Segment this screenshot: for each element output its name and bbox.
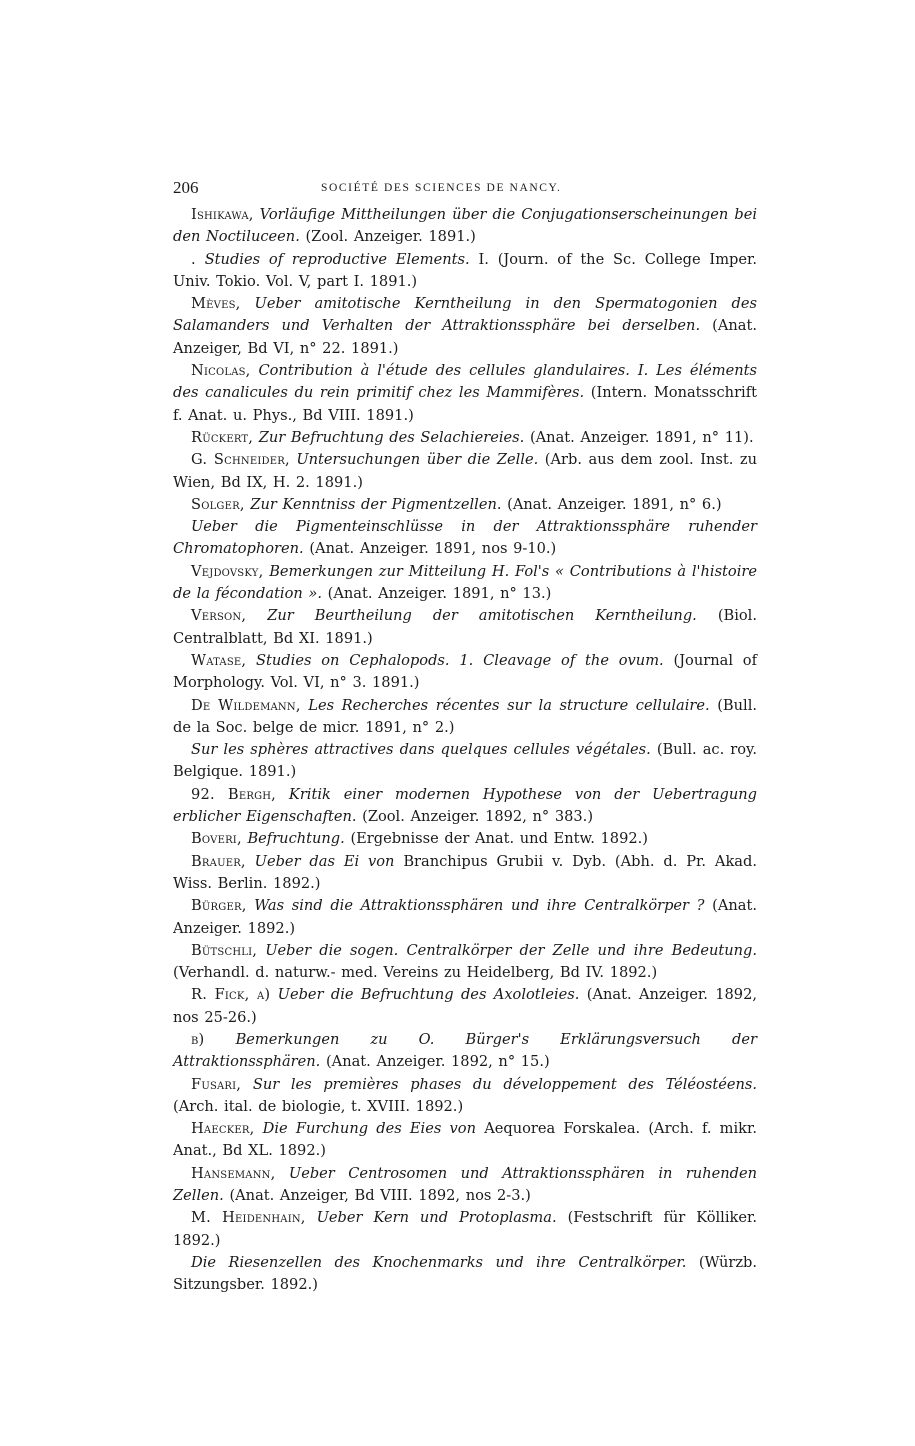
entry-title: Les Recherches récentes sur la structure cellulaire. — [308, 696, 710, 714]
entry-title: Ueber Centrosomen und Attraktionssphären in ruhenden Zellen. — [173, 1164, 757, 1205]
entry-source: (Arb. aus dem zool. Inst. zu Wien, Bd IX, H. 2. 1891.) — [173, 451, 757, 491]
bibliography-entry — [173, 449, 757, 494]
bibliography-entry — [173, 249, 757, 294]
bibliography-entry — [173, 360, 757, 427]
entry-author: Verson, — [191, 607, 247, 625]
entry-title: Studies on Cephalopods. 1. Cleavage of the ovum. — [256, 651, 664, 669]
entry-title: Sur les premières phases du développement des Téléostéens. — [252, 1075, 757, 1093]
entry-source: (Anat. Anzeiger. 1891, nos 9-10.) — [309, 540, 557, 558]
bibliography-entry — [173, 204, 757, 249]
bibliography-entry — [173, 427, 757, 449]
bibliography-entry — [173, 605, 757, 650]
entry-title: Bemerkungen zu O. Bürger's Erklärungsversuch der Attraktionssphären. — [173, 1030, 758, 1071]
entry-author: 92. Bergh, — [191, 785, 277, 803]
entry-title: Die Furchung des Eies von — [262, 1120, 476, 1138]
entry-source: (Festschrift für Kölliker. 1892.) — [173, 1209, 757, 1249]
entry-source: (Verhandl. d. naturw.- med. Vereins zu Heidelberg, Bd IV. 1892.) — [173, 964, 658, 982]
entry-author: Hansemann, — [191, 1164, 276, 1182]
entry-title: Ueber Kern und Protoplasma. — [316, 1209, 557, 1227]
entry-author: Bütschli, — [191, 941, 258, 959]
bibliography-entry — [173, 494, 757, 516]
entry-author: Ishikawa, — [191, 206, 254, 223]
entry-source: (Bull. de la Soc. belge de micr. 1891, n° 2.) — [173, 696, 758, 736]
bibliography-entry — [173, 739, 757, 784]
entry-title: Ueber das Ei von — [254, 852, 395, 870]
entry-title: Zur Kenntniss der Pigmentzellen. — [250, 495, 502, 513]
entry-source: (Anat. Anzeiger. 1892, n° 15.) — [325, 1053, 550, 1071]
bibliography-entry — [173, 940, 757, 985]
bibliography-entry — [173, 828, 757, 850]
entry-title: Sur les sphères attractives dans quelques cellules végétales. — [191, 741, 651, 759]
entry-author: Rückert, — [191, 428, 254, 446]
entry-source: (Anat. Anzeiger, Bd VI, n° 22. 1891.) — [173, 317, 757, 357]
entry-author: Haecker, — [191, 1120, 255, 1138]
entry-title: Untersuchungen über die Zelle. — [296, 451, 539, 469]
entry-title: Die Riesenzellen des Knochenmarks und ihre Centralkörper. — [191, 1253, 687, 1271]
entry-source: (Bull. ac. roy. Belgique. 1891.) — [173, 741, 757, 781]
bibliography-entry — [173, 1163, 757, 1208]
bibliography-entry — [173, 650, 757, 695]
book-page — [173, 176, 757, 1297]
entry-title: Ueber die Pigmenteinschlüsse in der Attraktionssphäre ruhender Chromatophoren. — [173, 518, 757, 558]
bibliography-entry — [173, 1029, 757, 1074]
entry-source: (Ergebnisse der Anat. und Entw. 1892.) — [350, 830, 648, 848]
entry-source: Aequorea Forskalea. (Arch. f. mikr. Anat., Bd XL. 1892.) — [173, 1120, 758, 1160]
entry-source: (Anat. Anzeiger. 1891, n° 6.) — [507, 495, 722, 513]
bibliography-entry — [173, 516, 757, 561]
entry-author: R. Fick, a) — [191, 986, 271, 1004]
entry-title: Ueber amitotische Kerntheilung in den Spermatogonien des Salamanders und Verhalten der Attraktionssphäre bei derselben. — [173, 295, 758, 335]
entry-source: (Intern. Monatsschrift f. Anat. u. Phys., Bd VIII. 1891.) — [173, 384, 757, 424]
bibliography-entry — [173, 293, 757, 360]
bibliography-entry — [173, 695, 757, 740]
entry-title: Befruchtung. — [247, 830, 345, 848]
bibliography-entry — [173, 1252, 757, 1297]
entry-title: Kritik einer modernen Hypothese von der Uebertragung erblicher Eigenschaften. — [173, 785, 758, 826]
entry-source: (Journal of Morphology. Vol. VI, n° 3. 1891.) — [173, 651, 757, 692]
entry-title: Vorläufige Mittheilungen über die Conjugationserscheinungen bei den Noctiluceen. — [173, 206, 757, 246]
entry-source: (Würzb. Sitzungsber. 1892.) — [173, 1253, 757, 1294]
running-head — [173, 176, 757, 204]
entry-author: b) — [191, 1030, 205, 1048]
entry-title: Bemerkungen zur Mitteilung H. Fol's « Contributions à l'histoire de la fécondation ». — [173, 562, 757, 603]
entry-source: (Biol. Centralblatt, Bd XI. 1891.) — [173, 607, 757, 647]
entry-source: (Anat. Anzeiger. 1891, n° 13.) — [327, 585, 552, 603]
entry-source: (Anat. Anzeiger. 1892.) — [173, 897, 758, 937]
entry-author: Brauer, — [191, 852, 246, 870]
bibliography-entry — [173, 1074, 757, 1119]
entry-source: (Anat. Anzeiger. 1892, nos 25-26.) — [173, 986, 758, 1026]
entry-author: Solger, — [191, 495, 245, 513]
bibliography-entry — [173, 851, 757, 896]
entry-title: Ueber die sogen. Centralkörper der Zelle und ihre Bedeutung. — [265, 941, 757, 959]
running-title: SOCIÉTÉ DES SCIENCES DE NANCY. — [321, 182, 562, 194]
entry-author: Fusari, — [191, 1075, 242, 1093]
entry-title: Zur Beurtheilung der amitotischen Kerntheilung. — [267, 607, 697, 625]
entry-title: Was sind die Attraktionssphären und ihre Centralkörper ? — [254, 897, 705, 915]
entry-author: Mèves, — [191, 295, 241, 313]
entry-source: (Arch. ital. de biologie, t. XVIII. 1892.) — [173, 1097, 464, 1115]
page-number: 206 — [173, 178, 199, 197]
bibliography-list — [173, 204, 757, 1297]
bibliography-entry — [173, 1207, 757, 1252]
bibliography-entry — [173, 1118, 757, 1163]
entry-source: I. (Journ. of the Sc. College Imper. Univ. Tokio. Vol. V, part I. 1891.) — [173, 250, 758, 290]
entry-source: Branchipus Grubii v. Dyb. (Abh. d. Pr. Akad. Wiss. Berlin. 1892.) — [173, 852, 757, 892]
entry-source: (Zool. Anzeiger. 1892, n° 383.) — [362, 808, 594, 826]
entry-author: G. Schneider, — [191, 451, 290, 469]
entry-author: Vejdovsky, — [191, 562, 264, 580]
entry-title: Ueber die Befruchtung des Axolotleies. — [277, 986, 580, 1004]
entry-title: Zur Befruchtung des Selachiereies. — [258, 428, 525, 446]
bibliography-entry — [173, 784, 757, 829]
entry-author: . — [191, 250, 196, 268]
entry-title: Studies of reproductive Elements. — [204, 250, 470, 268]
entry-author: Bürger, — [191, 897, 247, 915]
bibliography-entry — [173, 895, 757, 940]
entry-author: Watase, — [191, 651, 247, 669]
entry-author: Nicolas, — [191, 362, 251, 380]
entry-source: (Anat. Anzeiger. 1891, n° 11). — [529, 428, 754, 446]
entry-author: Boveri, — [191, 830, 242, 848]
entry-author: De Wildemann, — [191, 696, 301, 714]
bibliography-entry — [173, 984, 757, 1029]
entry-source: (Zool. Anzeiger. 1891.) — [305, 228, 476, 246]
bibliography-entry — [173, 561, 757, 606]
entry-title: Contribution à l'étude des cellules glandulaires. I. Les éléments des canalicules du rein primitif chez les Mammifères. — [173, 362, 758, 402]
entry-source: (Anat. Anzeiger, Bd VIII. 1892, nos 2-3.) — [229, 1187, 531, 1205]
entry-author: M. Heidenhain, — [191, 1209, 306, 1227]
